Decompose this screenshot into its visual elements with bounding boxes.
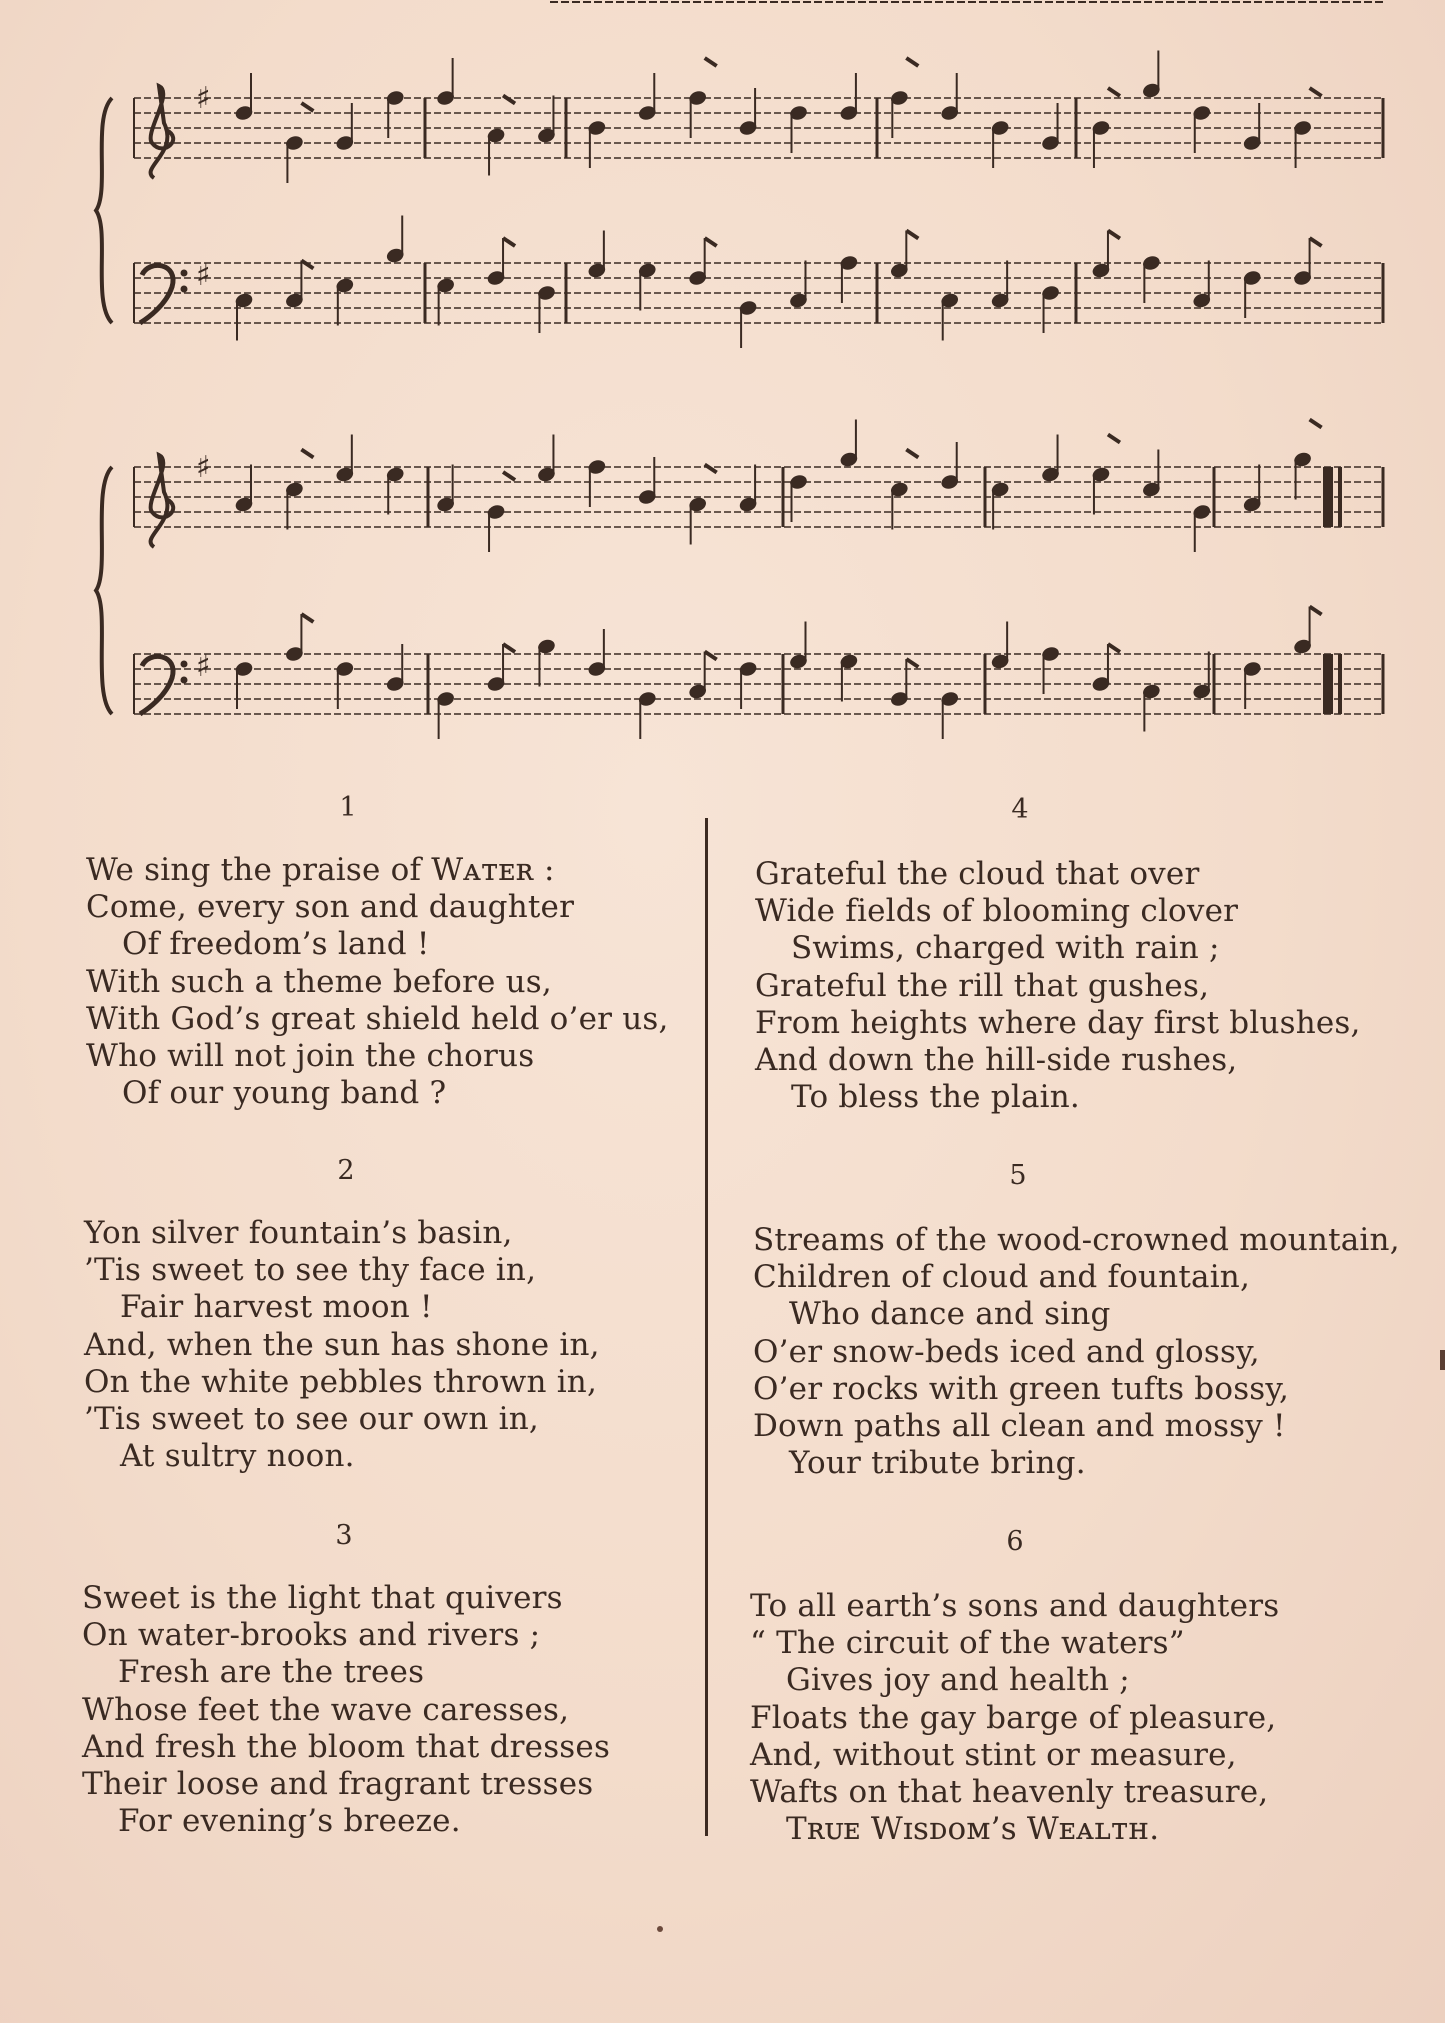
note-flag [301,103,313,111]
note-flag [503,96,515,104]
verse-line: Grateful the cloud that over [755,856,1200,892]
verse-line: Floats the gay barge of pleasure, [750,1699,1277,1736]
sharp-sign: ♯ [196,81,211,116]
sharp-sign: ♯ [196,649,211,684]
verse-line: At sultry noon. [120,1438,355,1475]
verse-line: And fresh the bloom that dresses [82,1728,611,1765]
verse-line: Tʀᴜᴇ Wɪsᴅᴏᴍ’s Wᴇᴀʟᴛʜ. [786,1811,1160,1848]
note-flag [906,450,918,458]
verse-line: Whose feet the wave caresses, [82,1691,570,1728]
note-flag [301,614,313,622]
verse-line: And down the hill-side rushes, [755,1042,1238,1079]
verse-number: 1 [339,792,357,823]
verse-line: For evening’s breeze. [118,1803,461,1840]
note-flag [906,58,918,66]
verse-line: Children of cloud and fountain, [753,1259,1251,1296]
verse-line: To bless the plain. [791,1079,1080,1116]
note-flag [705,58,717,66]
verse-line: With such a theme before us, [86,963,552,1000]
verse-number: 2 [337,1155,355,1186]
verse-line: Who will not join the chorus [86,1038,535,1075]
verse-line: Come, every son and daughter [86,889,575,926]
verse-line: Fresh are the trees [118,1654,425,1691]
note-flag [705,465,717,473]
note-flag [1108,88,1120,96]
verse-line: To all earth’s sons and daughters [750,1588,1280,1624]
score-drawing [96,2,1385,739]
note-flag [906,231,918,239]
verse-line: Of our young band ? [122,1075,447,1112]
music-score [0,0,1445,780]
verse-line: From heights where day first blushes, [755,1004,1361,1041]
clef-dot [181,286,187,292]
note-flag [906,659,918,667]
sharp-sign: ♯ [196,450,211,485]
note-flag [1310,88,1322,96]
verse-line: ’Tis sweet to see our own in, [84,1401,539,1438]
note-flag [503,238,515,246]
note-flag [705,238,717,246]
note-flag [1310,420,1322,428]
note-flag [1108,435,1120,443]
verse-line: Sweet is the light that quivers [82,1580,563,1616]
verse-line: Your tribute bring. [789,1445,1086,1482]
verse-line: Gives joy and health ; [786,1662,1130,1699]
verse-line: Down paths all clean and mossy ! [753,1408,1286,1445]
verse-line: ’Tis sweet to see thy face in, [84,1252,537,1289]
verse-line: Their loose and fragrant tresses [82,1766,594,1803]
ink-dot [657,1926,663,1932]
note-flag [503,644,515,652]
verse-line: On the white pebbles thrown in, [84,1363,598,1400]
verse-line: On water-brooks and rivers ; [82,1617,541,1654]
verse-line: With God’s great shield held o’er us, [86,1000,669,1037]
note-flag [301,450,313,458]
verse-5 [753,1160,1400,1482]
verse-line: Yon silver fountain’s basin, [84,1215,513,1251]
verse-line: And, without stint or measure, [750,1736,1237,1773]
note-flag [301,261,313,269]
verse-line: “ The circuit of the waters” [750,1625,1185,1662]
verse-number: 4 [1011,794,1029,825]
verse-6 [750,1526,1390,1848]
final-bar [1338,654,1342,714]
note-flag [1310,238,1322,246]
verse-line: Wafts on that heavenly treasure, [750,1774,1269,1811]
clef-dot [181,677,187,683]
note-flag [1108,644,1120,652]
treble-clef [151,455,174,547]
treble-clef [151,86,174,178]
note-flag [1310,607,1322,615]
system-brace [96,98,112,323]
final-bar [1323,654,1333,714]
verse-line: Fair harvest moon ! [120,1289,433,1326]
note-flag [705,652,717,660]
bass-clef [140,656,173,714]
verse-2 [84,1155,724,1475]
final-bar [1323,467,1333,527]
verse-line: O’er rocks with green tufts bossy, [753,1370,1290,1407]
clef-dot [181,270,187,276]
verse-line: And, when the sun has shone in, [84,1326,600,1363]
verse-line: Wide fields of blooming clover [755,893,1239,930]
verse-4 [755,794,1395,1116]
verse-line: Who dance and sing [789,1296,1111,1333]
verse-number: 3 [335,1520,353,1551]
verse-number: 6 [1006,1526,1024,1557]
verse-number: 5 [1009,1160,1027,1191]
system-brace [96,467,112,714]
verse-line: Of freedom’s land ! [122,926,430,963]
note-flag [503,472,515,480]
verse-line: Grateful the rill that gushes, [755,967,1210,1004]
bass-clef [140,265,173,323]
sharp-sign: ♯ [196,258,211,293]
verse-line: O’er snow-beds iced and glossy, [753,1333,1260,1370]
verse-line: Swims, charged with rain ; [791,930,1220,967]
final-bar [1338,467,1342,527]
clef-dot [181,661,187,667]
verse-line: Streams of the wood-crowned mountain, [753,1222,1400,1258]
edge-mark [1440,1350,1445,1370]
verse-1 [86,792,726,1112]
note-flag [1108,231,1120,239]
verse-line: We sing the praise of Wᴀᴛᴇʀ : [86,852,555,888]
verse-3 [82,1520,722,1840]
